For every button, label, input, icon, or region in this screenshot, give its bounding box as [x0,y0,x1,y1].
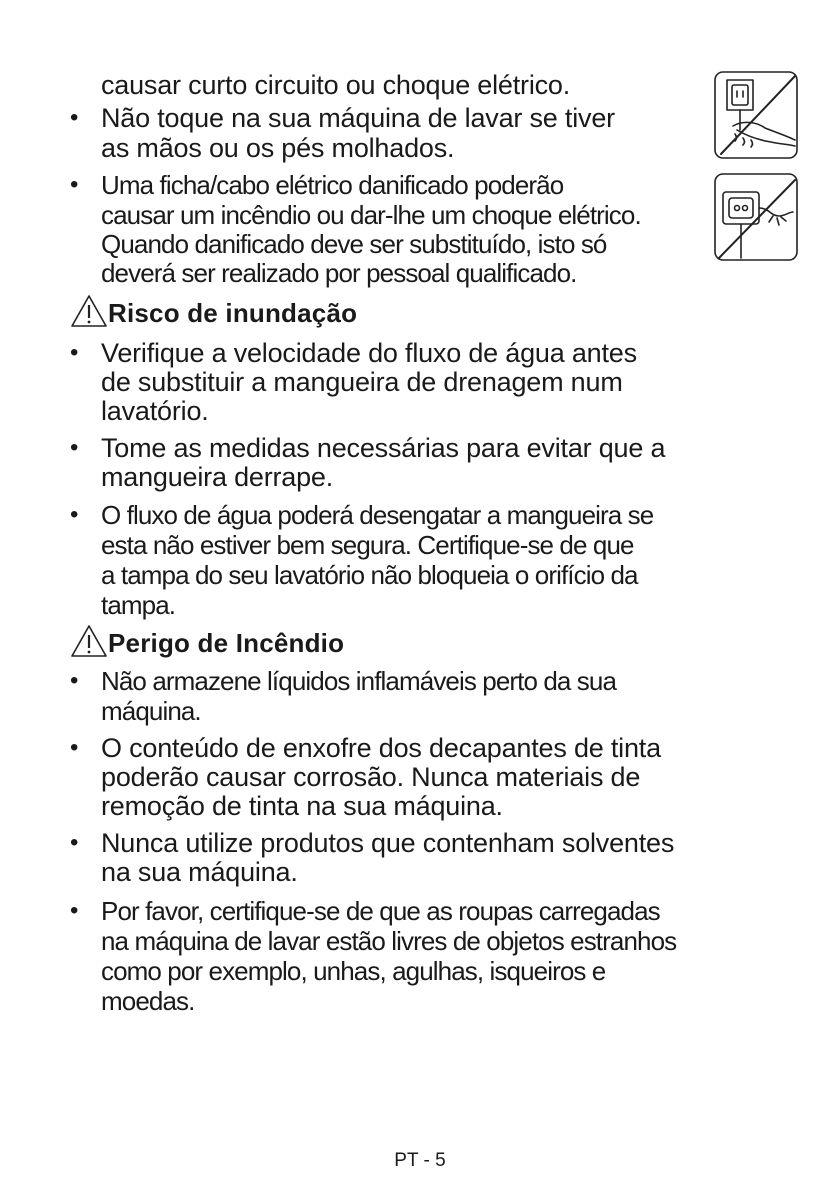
bullet: • [70,501,79,528]
section-heading-flood [70,292,357,328]
item-line: de substituir a mangueira de drenagem num [101,367,623,397]
intro-line: causar curto circuito ou choque elétrico. [101,70,571,100]
item-line: remoção de tinta na sua máquina. [101,791,503,821]
item-line: mangueira derrape. [101,462,334,492]
item-line: na sua máquina. [101,857,298,887]
bullet: • [70,339,79,366]
item-line: poderão causar corrosão. Nunca materiais de [101,762,641,792]
section-title: Perigo de Incêndio [108,628,345,658]
item-line: lavatório. [101,396,209,426]
item-line: O conteúdo de enxofre dos decapantes de tinta [101,733,661,763]
item-line: Não armazene líquidos inflamáveis perto da sua [101,666,617,696]
item-line: Verifique a velocidade do fluxo de água antes [101,338,637,368]
no-damaged-cable-icon [713,172,799,262]
page-number: PT - 5 [394,1150,446,1171]
bullet: • [70,667,79,694]
item-line: as mãos ou os pés molhados. [101,133,455,163]
item-line: Não toque na sua máquina de lavar se tiver [101,103,615,133]
bullet: • [70,104,79,131]
item-line: moedas. [101,986,195,1016]
item-line: causar um incêndio ou dar-lhe um choque elétrico. [101,200,641,230]
item-line: Nunca utilize produtos que contenham solventes [101,828,675,858]
section-heading-fire [70,622,344,658]
bullet: • [70,171,79,198]
bullet: • [70,434,79,461]
bullet: • [70,734,79,761]
warning-triangle-icon [70,624,108,658]
warning-triangle-icon [70,294,108,328]
section-title: Risco de inundação [108,298,358,328]
item-line: na máquina de lavar estão livres de objetos estranhos [101,926,677,956]
item-line: como por exemplo, unhas, agulhas, isqueiros e [101,956,606,986]
item-line: máquina. [101,696,201,726]
bullet: • [70,897,79,924]
item-line: O fluxo de água poderá desengatar a mangueira se [101,500,654,530]
item-line: a tampa do seu lavatório não bloqueia o orifício da [101,560,638,590]
item-line: esta não estiver bem segura. Certifique-se de que [101,530,634,560]
item-line: Quando danificado deve ser substituído, isto só [101,229,607,259]
item-line: tampa. [101,590,176,620]
bullet: • [70,829,79,856]
no-wet-hands-plug-icon [713,70,799,160]
item-line: Por favor, certifique-se de que as roupas carregadas [101,896,660,926]
item-line: Uma ficha/cabo elétrico danificado poderão [101,170,564,200]
item-line: deverá ser realizado por pessoal qualificado. [101,258,577,288]
item-line: Tome as medidas necessárias para evitar que a [101,433,666,463]
